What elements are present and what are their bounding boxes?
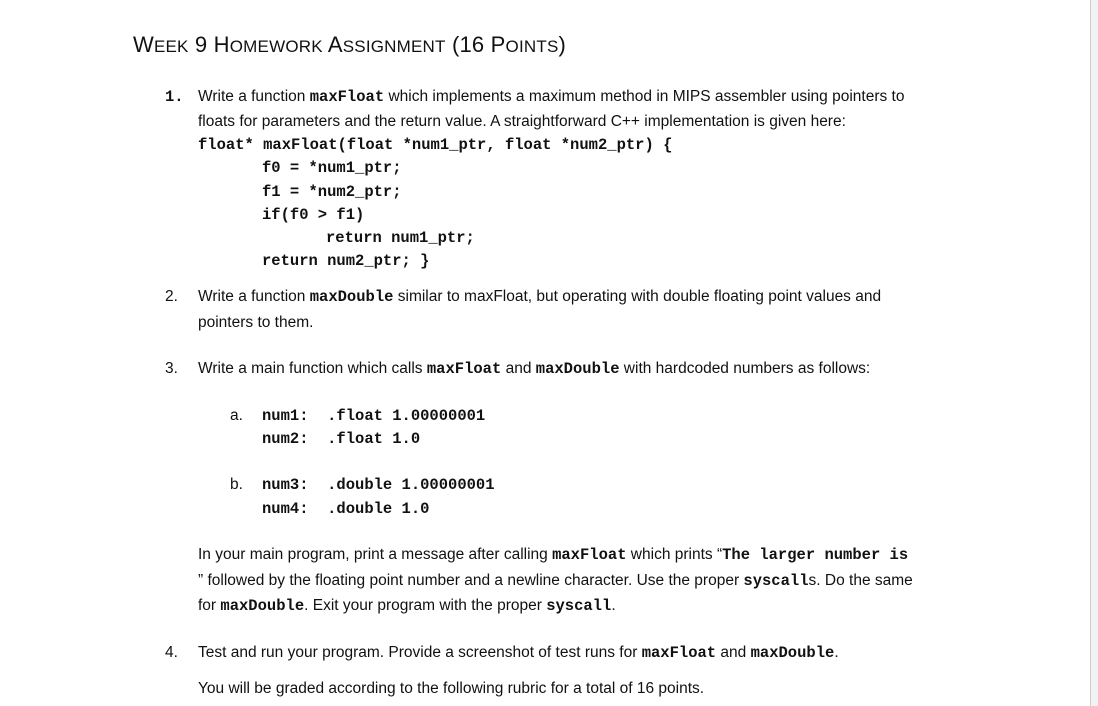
q1-code-line: if(f0 > f1) xyxy=(262,206,365,224)
q3-para-line3: for maxDouble. Exit your program with the proper syscall. xyxy=(198,597,616,615)
q3-para-line2: ” followed by the floating point number and a newline character. Use the proper syscalls. Do the same xyxy=(198,572,913,590)
q3-number: 3. xyxy=(165,360,178,377)
q3-sub-a-line: num2: .float 1.0 xyxy=(262,430,421,448)
q4-line1: Test and run your program. Provide a screenshot of test runs for maxFloat and maxDouble. xyxy=(198,644,839,662)
q3-para-line1: In your main program, print a message after calling maxFloat which prints “The larger number is xyxy=(198,546,909,564)
q1-code-line: f0 = *num1_ptr; xyxy=(262,159,402,177)
q3-line1: Write a main function which calls maxFloat and maxDouble with hardcoded numbers as follows: xyxy=(198,360,871,378)
q3-sub-b-line: num3: .double 1.00000001 xyxy=(262,476,495,494)
q1-number: 1. xyxy=(165,88,184,106)
q1-line1: Write a function maxFloat which implements a maximum method in MIPS assembler using pointers to xyxy=(198,88,905,106)
q2-number: 2. xyxy=(165,288,178,305)
q1-code-line: return num1_ptr; xyxy=(326,229,475,247)
q4-number: 4. xyxy=(165,644,178,661)
q3-sub-b-line: num4: .double 1.0 xyxy=(262,500,430,518)
q3-sub-a-label: a. xyxy=(230,407,243,424)
q3-sub-a-line: num1: .float 1.00000001 xyxy=(262,407,486,425)
q1-code-line: return num2_ptr; } xyxy=(262,252,430,270)
page-title: WEEK 9 HOMEWORK ASSIGNMENT (16 POINTS) xyxy=(133,32,567,57)
q2-line2: pointers to them. xyxy=(198,314,314,331)
q4-line2: You will be graded according to the following rubric for a total of 16 points. xyxy=(198,680,705,697)
q1-line2: floats for parameters and the return value. A straightforward C++ implementation is given here: xyxy=(198,113,846,130)
q1-code-line: float* maxFloat(float *num1_ptr, float *num2_ptr) { xyxy=(198,136,673,154)
q1-code-line: f1 = *num2_ptr; xyxy=(262,183,402,201)
q3-sub-b-label: b. xyxy=(230,476,243,493)
q2-line1: Write a function maxDouble similar to maxFloat, but operating with double floating point values and xyxy=(198,288,882,306)
